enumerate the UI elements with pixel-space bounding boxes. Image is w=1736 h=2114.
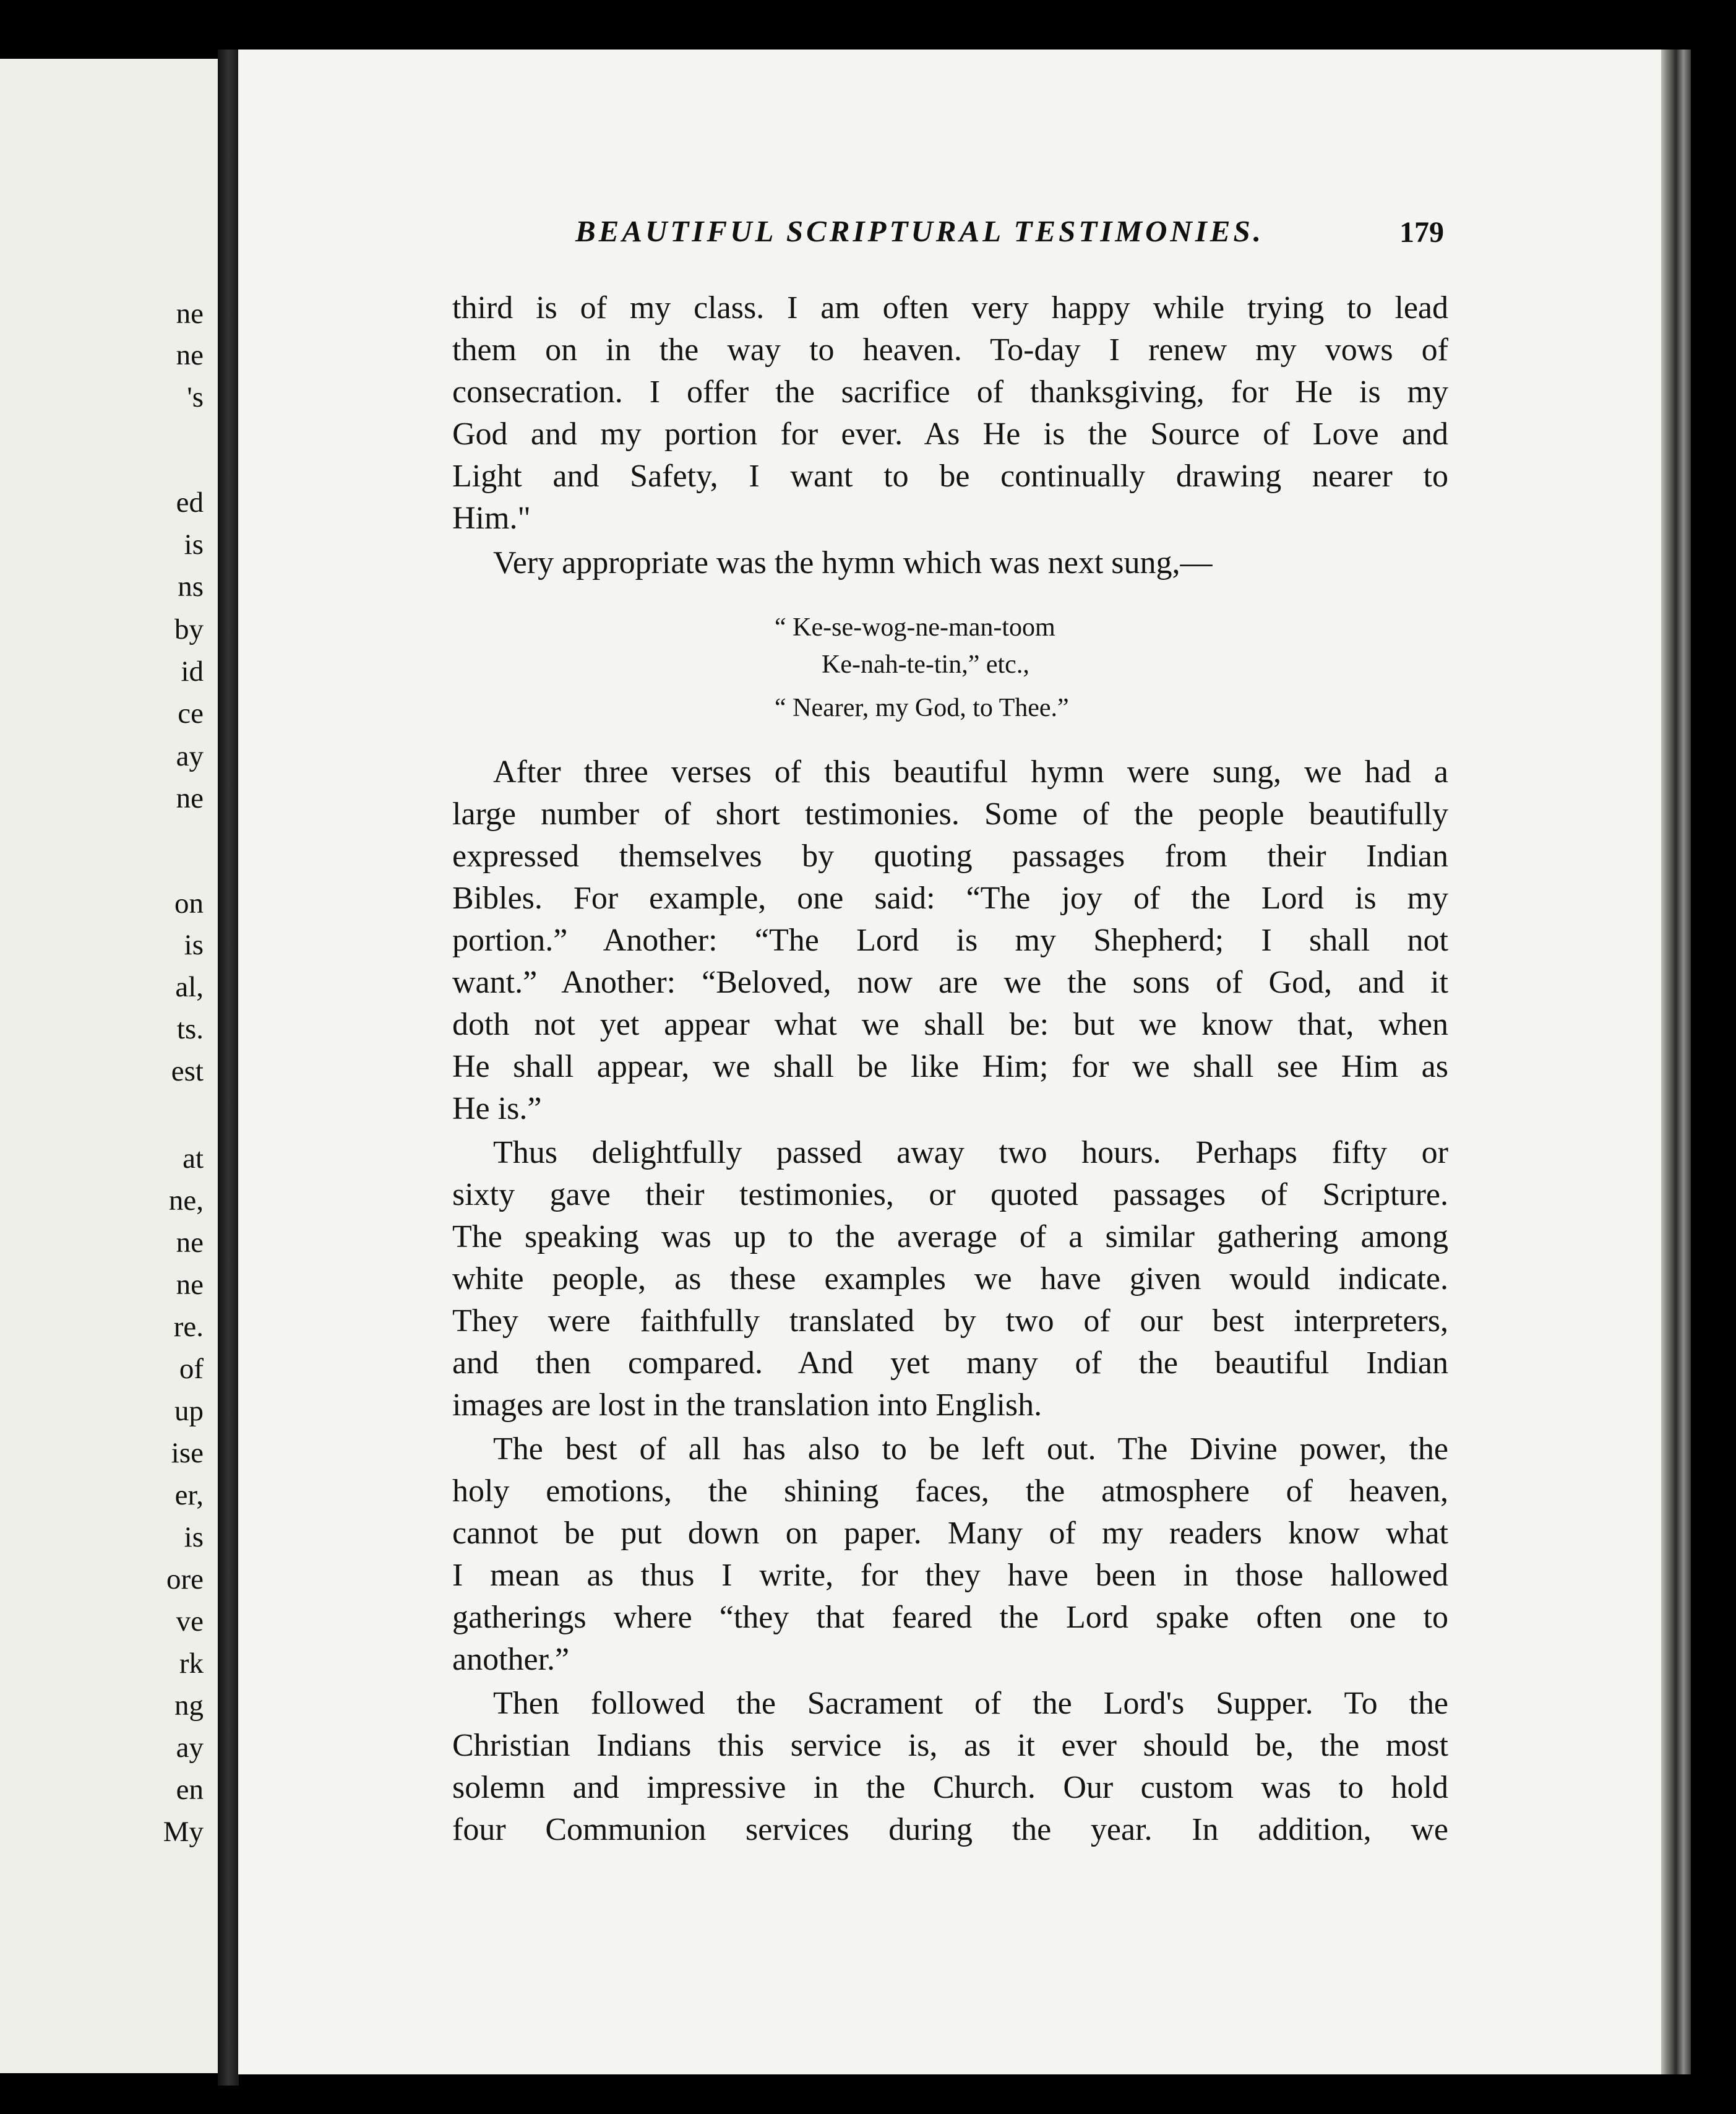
hymn-verse-line-3: “ Nearer, my God, to Thee.” [775, 694, 1069, 722]
fragment-line: er, [174, 1479, 204, 1511]
text-line: and then compared. And yet many of the beautiful Indian [452, 1345, 1448, 1381]
fragment-line: at [183, 1142, 204, 1175]
fragment-line: ce [178, 697, 204, 730]
text-line: doth not yet appear what we shall be: but we know that, when [452, 1007, 1448, 1042]
fragment-line: re. [173, 1311, 204, 1343]
fragment-line: ne [176, 782, 204, 814]
running-header: BEAUTIFUL SCRIPTURAL TESTIMONIES. [575, 214, 1264, 248]
fragment-line: ne [176, 298, 204, 330]
fragment-line: ng [174, 1689, 204, 1722]
page-number: 179 [1399, 216, 1444, 249]
fragment-line: My [163, 1816, 204, 1848]
text-line: He is.” [452, 1091, 542, 1126]
text-line: solemn and impressive in the Church. Our custom was to hold [452, 1770, 1448, 1805]
text-line: gatherings where “they that feared the Lord spake often one to [452, 1600, 1448, 1635]
fragment-line: est [171, 1055, 204, 1087]
text-line: cannot be put down on paper. Many of my readers know what [452, 1516, 1448, 1551]
text-line: consecration. I offer the sacrifice of thanksgiving, for He is my [452, 374, 1448, 410]
text-line: Bibles. For example, one said: “The joy of the Lord is my [452, 881, 1448, 916]
fragment-line: ne [176, 1227, 204, 1259]
fragment-line: is [184, 1521, 204, 1553]
fragment-line: by [174, 613, 204, 645]
text-line: Him." [452, 501, 531, 536]
text-line: images are lost in the translation into English. [452, 1387, 1042, 1423]
left-page-edge [0, 59, 220, 2073]
fragment-line: ore [166, 1563, 204, 1595]
fragment-line: ne [176, 1269, 204, 1301]
text-line: Light and Safety, I want to be continually drawing nearer to [452, 459, 1448, 494]
fragment-line: en [176, 1774, 204, 1806]
text-line: four Communion services during the year. In addition, we [452, 1812, 1448, 1847]
fragment-line: of [179, 1353, 204, 1385]
text-line: They were faithfully translated by two of our best interpreters, [452, 1303, 1448, 1339]
text-line: large number of short testimonies. Some of the people beautifully [452, 796, 1448, 832]
text-line: white people, as these examples we have given would indicate. [452, 1261, 1448, 1296]
fragment-line: ve [176, 1605, 204, 1637]
fragment-line: ay [176, 1732, 204, 1764]
text-line: Very appropriate was the hymn which was next sung,— [493, 545, 1213, 580]
fragment-line: ns [178, 571, 204, 603]
text-line: third is of my class. I am often very happy while trying to lead [452, 290, 1448, 326]
text-line: He shall appear, we shall be like Him; for we shall see Him as [452, 1049, 1448, 1084]
text-line: sixty gave their testimonies, or quoted passages of Scripture. [452, 1177, 1448, 1212]
fragment-line: on [174, 887, 204, 920]
fragment-line: is [184, 929, 204, 961]
text-line: them on in the way to heaven. To-day I renew my vows of [452, 332, 1448, 368]
text-line: God and my portion for ever. As He is the Source of Love and [452, 416, 1448, 452]
text-line: Christian Indians this service is, as it ever should be, the most [452, 1728, 1448, 1763]
hymn-verse-line-2: Ke-nah-te-tin,” etc., [822, 650, 1029, 679]
fragment-line: ay [176, 740, 204, 772]
fragment-line: ne, [168, 1184, 204, 1217]
fragment-line: rk [179, 1647, 204, 1680]
fragment-line: id [181, 655, 204, 688]
fragment-line: ne [176, 339, 204, 371]
text-line: I mean as thus I write, for they have been in those hallowed [452, 1558, 1448, 1593]
text-line: Thus delightfully passed away two hours. Perhaps fifty or [493, 1135, 1448, 1170]
fragment-line: 's [187, 381, 204, 413]
fragment-line: is [184, 528, 204, 561]
fragment-line: ed [176, 486, 204, 519]
text-line: holy emotions, the shining faces, the atmosphere of heaven, [452, 1473, 1448, 1509]
text-line: The speaking was up to the average of a similar gathering among [452, 1219, 1448, 1254]
page-edge-stack [1661, 50, 1691, 2074]
fragment-line: ts. [176, 1013, 204, 1045]
text-line: After three verses of this beautiful hymn were sung, we had a [493, 754, 1448, 790]
text-line: Then followed the Sacrament of the Lord's Supper. To the [493, 1686, 1448, 1721]
hymn-verse-line-1: “ Ke-se-wog-ne-man-toom [775, 613, 1055, 642]
fragment-line: ise [171, 1437, 204, 1469]
book-gutter [218, 50, 239, 2086]
fragment-line: up [174, 1395, 204, 1427]
text-line: expressed themselves by quoting passages from their Indian [452, 839, 1448, 874]
text-line: want.” Another: “Beloved, now are we the sons of God, and it [452, 965, 1448, 1000]
text-line: The best of all has also to be left out. The Divine power, the [493, 1431, 1448, 1467]
text-line: portion.” Another: “The Lord is my Shepherd; I shall not [452, 923, 1448, 958]
text-line: another.” [452, 1642, 570, 1677]
fragment-line: al, [175, 971, 204, 1003]
